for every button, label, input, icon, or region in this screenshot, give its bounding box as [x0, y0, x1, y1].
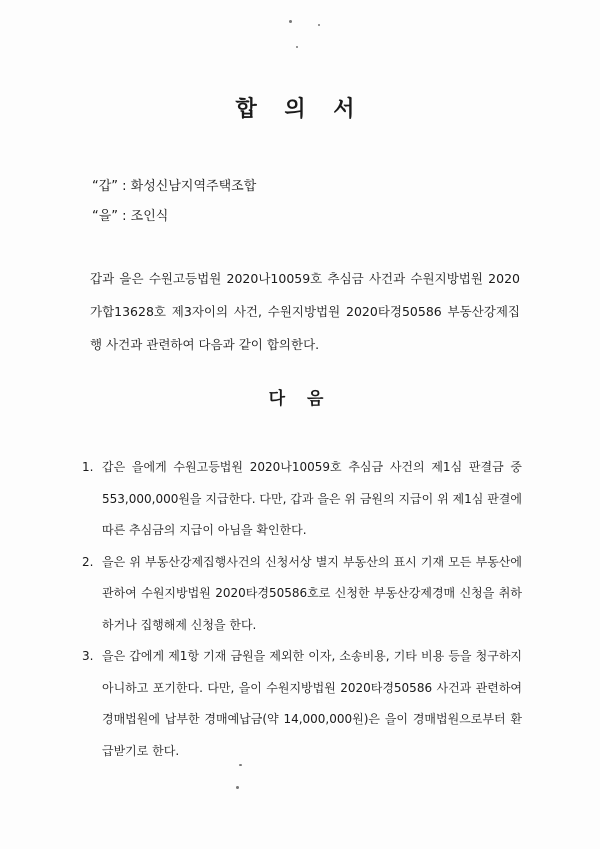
- item-number: 2.: [82, 554, 94, 569]
- item-text: 을은 위 부동산강제집행사건의 신청서상 별지 부동산의 표시 기재 모든 부동산에 관하여 수원지방법원 2020타경50586호로 신청한 부동산강제경매 신청을 취하하거나 집행해제 신청을 한다.: [102, 554, 522, 632]
- item-text: 을은 갑에게 제1항 기재 금원을 제외한 이자, 소송비용, 기타 비용 등을 청구하지 아니하고 포기한다. 다만, 을이 수원지방법원 2020타경50586 사건과 관련하여 경매법원에 납부한 경매예납금(약 14,000,000원)은 을이 경매법원으로부터 환급받기로 한다.: [102, 649, 522, 758]
- agreement-item: [82, 641, 522, 767]
- scan-speck: [289, 20, 292, 23]
- document-title: 합 의 서: [235, 97, 365, 122]
- scan-speck: [236, 786, 239, 789]
- agreement-items: [82, 452, 522, 767]
- party-b: “을” : 조인식: [92, 209, 169, 224]
- party-a: “갑” : 화성신남지역주택조합: [92, 179, 257, 194]
- agreement-item: [82, 452, 522, 547]
- item-text: 갑은 을에게 수원고등법원 2020나10059호 추심금 사건의 제1심 판결금 중 553,000,000원을 지급한다. 다만, 갑과 을은 위 금원의 지급이 위 제1심 판결에 따른 추심금의 지급이 아님을 확인한다.: [102, 460, 522, 537]
- intro-paragraph: 갑과 을은 수원고등법원 2020나10059호 추심금 사건과 수원지방법원 2020가합13628호 제3자이의 사건, 수원지방법원 2020타경50586 부동산강제집행 사건과 관련하여 다음과 같이 합의한다.: [90, 271, 520, 352]
- section-title: 다 음: [268, 389, 332, 409]
- agreement-item: [82, 547, 522, 642]
- item-number: 3.: [82, 649, 94, 663]
- item-number: 1.: [82, 460, 94, 474]
- scan-speck: [296, 46, 298, 48]
- scan-speck: [318, 24, 320, 26]
